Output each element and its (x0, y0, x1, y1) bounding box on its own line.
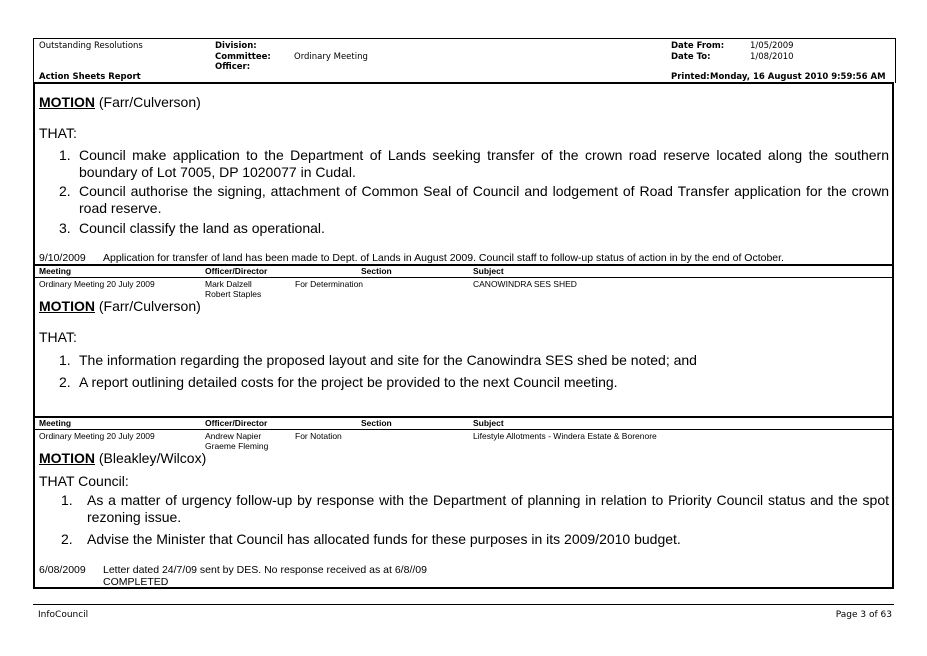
item-number: 2. (61, 531, 73, 547)
meeting-value: Ordinary Meeting 20 July 2009 (39, 279, 155, 289)
subject-value: Lifestyle Allotments - Windera Estate & Borenore (473, 431, 657, 441)
motion-movers: (Farr/Culverson) (98, 94, 201, 110)
motion-label: MOTION (39, 298, 95, 314)
item-text: As a matter of urgency follow-up by response with the Department of planning in relation to Priority Council status and the spot rezoning issue. (87, 492, 889, 525)
item-number: 1. (61, 492, 73, 508)
officer-value: Graeme Fleming (205, 441, 269, 451)
date-from-value: 1/05/2009 (750, 41, 794, 51)
resolution-item (61, 492, 889, 526)
item-text: Council classify the land as operational. (79, 220, 325, 236)
report-type: Action Sheets Report (39, 72, 141, 82)
resolution-item (59, 220, 889, 237)
officer-value: Andrew Napier (205, 431, 262, 441)
item-number: 2. (59, 183, 71, 199)
item-text: The information regarding the proposed layout and site for the Canowindra SES shed be noted; and (79, 352, 697, 368)
committee-value: Ordinary Meeting (294, 52, 368, 62)
col-subject: Subject (473, 266, 504, 276)
report-header (33, 38, 896, 83)
officer-value: Robert Staples (205, 289, 262, 299)
action-note (39, 252, 784, 264)
item-number: 1. (59, 147, 71, 163)
date-to-value: 1/08/2010 (750, 52, 794, 62)
page-number: Page 3 of 63 (835, 610, 892, 620)
note-status: COMPLETED (103, 576, 169, 588)
col-section: Section (361, 266, 392, 276)
col-officer: Officer/Director (205, 418, 268, 428)
date-to-label: Date To: (671, 52, 711, 62)
officer-value: Mark Dalzell (205, 279, 252, 289)
col-meeting: Meeting (39, 266, 72, 276)
subject-value: CANOWINDRA SES SHED (473, 279, 577, 289)
that-label: THAT: (39, 329, 77, 345)
action-note (39, 564, 427, 576)
committee-label: Committee: (215, 52, 271, 62)
item-text: Council make application to the Department of Lands seeking transfer of the crown road reserve located along the southern boundary of Lot 7005, DP 1020077 in Cudal. (79, 147, 889, 180)
column-header (35, 418, 892, 430)
note-date: 6/08/2009 (39, 564, 86, 576)
footer-app-name: InfoCouncil (38, 610, 89, 620)
printed-value: Monday, 16 August 2010 9:59:56 AM (710, 72, 886, 82)
resolution-item (59, 352, 889, 369)
motion-label: MOTION (39, 450, 95, 466)
item-number: 2. (59, 374, 71, 390)
motion-label: MOTION (39, 94, 95, 110)
motion-heading (39, 450, 206, 466)
that-label: THAT Council: (39, 473, 129, 489)
item-number: 1. (59, 352, 71, 368)
division-label: Division: (215, 41, 257, 51)
note-date: 9/10/2009 (39, 252, 86, 264)
officer-label: Officer: (215, 62, 251, 72)
item-text: A report outlining detailed costs for the project be provided to the next Council meeting. (79, 374, 618, 390)
section-value: For Determination (295, 279, 364, 289)
col-officer: Officer/Director (205, 266, 268, 276)
resolution-item (59, 374, 889, 391)
note-text: Letter dated 24/7/09 sent by DES. No response received as at 6/8//09 (103, 564, 427, 576)
section-value: For Notation (295, 431, 342, 441)
col-meeting: Meeting (39, 418, 72, 428)
report-name: Outstanding Resolutions (39, 41, 143, 51)
date-from-label: Date From: (671, 41, 725, 51)
item-text: Advise the Minister that Council has allocated funds for these purposes in its 2009/2010 budget. (87, 531, 681, 547)
motion-movers: (Bleakley/Wilcox) (98, 450, 207, 466)
page-footer (33, 604, 894, 620)
column-header (35, 266, 892, 278)
that-label: THAT: (39, 125, 77, 141)
action-sheets-box (33, 82, 894, 589)
motion-heading (39, 94, 201, 110)
printed-label: Printed: (671, 72, 710, 82)
note-text: Application for transfer of land has been made to Dept. of Lands in August 2009. Council staff to follow-up status of action in by the end of October. (103, 252, 784, 264)
item-number: 3. (59, 220, 71, 236)
motion-movers: (Farr/Culverson) (98, 298, 201, 314)
resolution-item (59, 147, 889, 181)
item-text: Council authorise the signing, attachment of Common Seal of Council and lodgement of Road Transfer application for the crown road reserve. (79, 183, 889, 216)
resolution-item (59, 183, 889, 217)
col-section: Section (361, 418, 392, 428)
motion-heading (39, 298, 201, 314)
col-subject: Subject (473, 418, 504, 428)
resolution-item (61, 531, 889, 548)
meeting-value: Ordinary Meeting 20 July 2009 (39, 431, 155, 441)
